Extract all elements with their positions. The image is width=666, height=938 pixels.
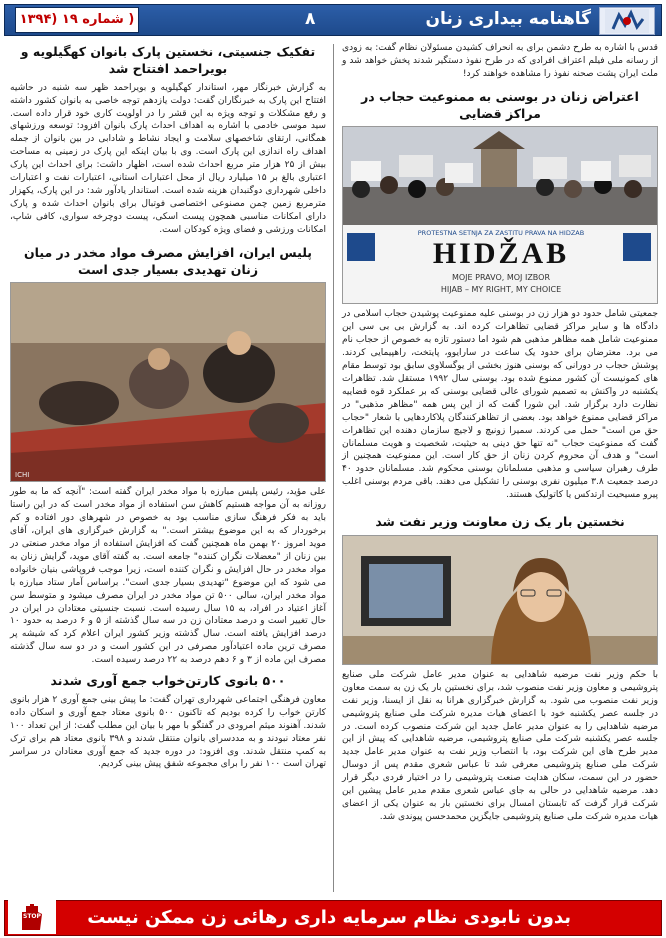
banner-line-1: MOJE PRAVO, MOJ IZBOR — [451, 273, 551, 283]
intro-paragraph: قدس با اشاره به طرح دشمن برای به انحراف کشیدن مسئولان نظام گفت: به زودی از رسانه ملی فیلم اعتراف افرادی که در طرح نفوذ دستگیر شدند پخش خواهد شد و ملت ایران پشت صحنه نفوذ را مشاهده خواهند کرد! — [342, 43, 658, 79]
park-paragraph: به گزارش خبرنگار مهر، استاندار کهگیلویه و بویراحمد ظهر سه شنبه در حاشیه افتتاح این پارک به خبرنگاران گفت: دولت یازدهم توجه خاصی به بانوان کشور داشته و رفع مشکلات و توجه ویژه به این قشر را در اولویت کاری خود قرار داده است. سید موسی خادمی با اشاره به اهداف احداث پارک بانوان افزود: توسعه ورزشهای همگانی، ارتقای شاخصهای سلامت و ایجاد نشاط و شادابی در بین بانوان از جمله اهداف راه اندازی این پارک است. وی با بیان اینکه این پارک در زمینی به مساحت بیش از ۲۵ هزار متر مربع احداث شده است، اظهار داشت: برای احداث این پارک اعتباری بالغ بر ۱۵ میلیارد ریال از محل اعتبارات استانی، اعتبارات نفت و اعتبارات داخلی شهرداری دوگنبدان هزینه شده است. استاندار یادآور شد: در این پارک، یکهزار مترمربع زمین چمن مصنوعی اختصاصی فوتبال برای بانوان احداث شده و پارک دارای امکانات مناسبی همچون پیست اسکی، پیست دوچرخه سواری، کافی شاپ، امکانات ورزشی و فضای ویژه کودکان است. — [10, 82, 326, 235]
banner-subtitle: PROTESTNA SETNJA ZA ZASTITU PRAVA NA HIDZAB — [417, 229, 585, 238]
drugs-paragraph: علی مؤید، رئیس پلیس مبارزه با مواد مخدر ایران گفته است: "آنچه که ما به طور روزانه به آن مواجه هستیم کاهش سن استفاده از مواد مخدر است که در این راستا باید به فکر فرهنگ سازی مناسب بود به خصوص در شهرهای دور افتاده و کم برخوردار که به این موضوع بیشتر است." به گزارش خبرگزاری های ایران، آقای موید امروز ۲۰ بهمن ماه همچنین گفت که افزایش استفاده از مواد مخدر صنعتی در بین زنان از "معضلات نگران کننده" جامعه است. به گفته آقای موید، گرایش زنان به مواد مخدر در حال افزایش و نگران کننده است، زیرا موجب فروپاشی بنیان خانواده می شود که این موضوع "تهدیدی بسیار جدی است". براساس آمار ستاد مبارزه با مواد مخدر ایران، سالی ۵۰۰ تن مواد مخدر در ایران مصرف میشود و متوسط سن آغاز اعتیاد در افراد، به ۱۵ سال رسیده است. نسبت جنسیتی معتادان در ایران در حال تغییر است و درصد معتادان زن در سه سال گذشته از ۵ و ۶ درصد به حدود ۱۰ درصد افزایش یافته است. سال گذشته وزیر کشور ایران اعلام کرد که شیشه پر مصرف ترین ماده اعتیادآور مصرفی در این کشور است و در دو سه سال گذشته مصرف این ماده از ۳ و ۶ دهم درصد به ۲۲ درصد رسیده است. — [10, 487, 326, 666]
issue-number: ( شماره ۱۹ (۱۳۹۴ — [15, 7, 139, 33]
footer — [0, 896, 666, 938]
bosnia-protest-photo — [342, 126, 658, 304]
right-column — [342, 42, 658, 824]
bosnia-paragraph: جمعیتی شامل حدود دو هزار زن در بوسنی علیه ممنوعیت پوشیدن حجاب اسلامی در دادگاه ها و سایر مراکز قضایی تظاهرات کرده اند. به گزارش بی بی سی این ممنوعیت شامل همه مظاهر مذهبی هم شود اما دستور تازه به خصوص از حجاب نام می برد. معترضان برای حدود یک ساعت در سارایوو، پایتخت، راهپیمایی کردند. پوشش حجاب در دورانی که بوسنی هنوز بخشی از یوگسلاوی سابق بود توسط مقام های کمونیست آن کشور ممنوع شده بود. بوسنی سال ۱۹۹۲ مستقل شد. تظاهرات یکشنبه در واکنش به تصمیم شورای عالی قضایی بوسنی که بر عملکرد قوه قضاییه نظارت دارد برگزار شد. این شورا گفت که از این پس همه "مظاهر مذهبی" در مراکز قضایی ممنوع خواهد بود. بعضی از تظاهرکنندگان پلاکاردهایی با شعار "حجاب حق من است" حمل می کردند. سمیرا زونیچ و لاجیچ سازمان دهنده این تظاهرات گفت که ممنوعیت حجاب "نه تنها حق دینی به حیثیت، شخصیت و هویت مسلمانان است" و هدف آن محروم کردن زنان از حق کار است. این ممنوعیت همچنین از طرف رهبران سیاسی و مذهبی مسلمانان بوسنی محکوم شد. مسلمانان حدود ۴۰ درصد جمعیت ۳.۸ میلیون نفری بوسنی را تشکیل می دهند. باقی مردم بوسنی اغلب پیرو مسیحیت ارتدکس یا کاتولیک هستند. — [342, 309, 658, 501]
masthead — [0, 0, 666, 40]
bosnia-article-title: اعتراض زنان در بوسنی به ممنوعیت حجاب در مراکز قضایی — [361, 88, 639, 121]
stop-logo-text: STOP — [23, 913, 41, 920]
newsletter-title: گاهنامه بیداری زنان — [425, 9, 591, 29]
minister-paragraph: با حکم وزیر نفت مرضیه شاهدایی به عنوان مدیر عامل شرکت ملی صنایع پتروشیمی و معاون وزیر نفت منصوب شد، برای نخستین بار یک زن به سمت معاون وزیر نفت منصوب می شود. به گزارش خبرگزاری هرانا به نقل از ایسنا، وزیر نفت در جلسه عصر یکشنبه خود با اعضای هیات مدیره شرکت ملی صنایع پتروشیمی مرضیه شاهدایی را به عنوان مدیر عامل جدید این شرکت منصوب کرده است. در جلسه عصر یکشنبه شرکت ملی صنایع پتروشیمی، مرضیه شاهدایی که پیش از این مدیر طرح های این شرکت بود، با انتصاب وزیر نفت به عنوان مدیر عامل جدید شرکت ملی صنایع پتروشیمی معرفی شد تا عباس شعری مقدم پس از دوسال حضور در این سمت، سکان هدایت صنعت پتروشیمی را در اختیار فردی دیگر قرار دهد. مرضیه شاهدایی در حالی به جای عباس شعری مقدم مدیر عامل پیشین این شرکت قرار گرفت که تابستان امسال برای نخستین بار به عنوان یکی از اعضای هیات مدیره شرکت ملی صنایع پتروشیمی جایگزین محمدحسن پیوندی شد. — [342, 669, 658, 822]
photo-credit: ICHI — [15, 471, 30, 480]
drugs-photo — [10, 282, 326, 482]
homeless-paragraph: معاون فرهنگی اجتماعی شهرداری تهران گفت: ما پیش بینی جمع آوری ۲ هزار بانوی کارتن خواب را کرده بودیم که تاکنون ۵۰۰ بانوی معتاد جمع آوری و اسکان داده شدند. آهنوند میثم امرودی در گفتگو با مهر با بیان این مطلب گفت: از این تعداد ۱۰۰ نفر معتاد نبودند و به مددسرای بانوان منتقل شدند و ۳۹۸ بانوی معتاد هم برای ترک به کمپ منتقل شدند. وی افزود: در دوره جدید که جمع آوری معتادان در سراسر تهران است ۱۰۰ نفر را برای مجموعه شفق پیش بینی کردیم. — [10, 694, 327, 770]
fist-logo-icon — [605, 9, 649, 33]
footer-slogan: بدون نابودی نظام سرمایه داری رهائی زن ممکن نیست — [87, 907, 571, 928]
park-article-title: تفکیک جنسیتی، نخستین پارک بانوان کهگیلویه و بویراحمد افتتاح شد — [20, 44, 316, 76]
women-shelter-illustration — [10, 283, 325, 482]
footer-banner — [4, 900, 662, 936]
column-divider — [333, 44, 334, 892]
left-column — [10, 42, 326, 771]
drugs-article-title: پلیس ایران، افزایش مصرف مواد مخدر در میان زنان تهدیدی بسیار جدی است — [24, 244, 312, 277]
homeless-article-title: ۵۰۰ بانوی کارتن‌خواب جمع آوری شدند — [50, 673, 286, 689]
banner-line-2: HIJAB – MY RIGHT, MY CHOICE — [440, 285, 562, 295]
minister-article-title: نخستین بار یک زن معاونت وزیر نفت شد — [375, 514, 625, 530]
stop-logo — [8, 900, 56, 934]
masthead-bar — [4, 4, 662, 36]
page-number: ۸ — [305, 9, 316, 29]
minister-photo — [342, 535, 658, 665]
masthead-logo — [599, 7, 655, 35]
banner-hidzab: HIDŽAB — [432, 237, 570, 271]
minister-portrait-illustration — [342, 536, 657, 665]
